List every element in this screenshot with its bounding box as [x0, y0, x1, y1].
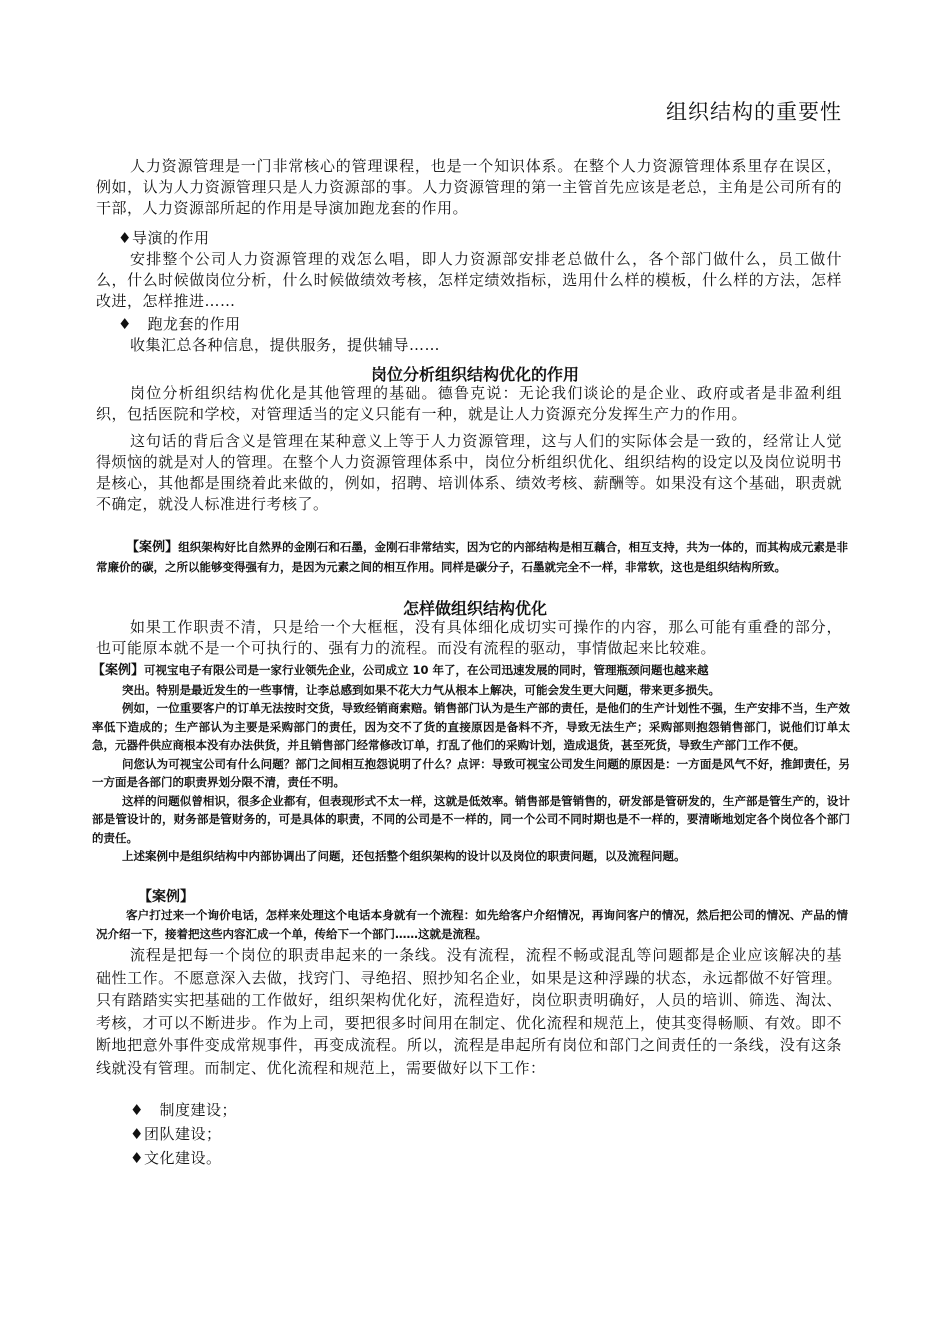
process-paragraph: 流程是把每一个岗位的职责串起来的一条线。没有流程，流程不畅或混乱等问题都是企业应该解决的基础性工作。不愿意深入去做，找窍门、寻绝招、照抄知名企业，如果是这种浮躁的状态，永远都做不好管理。只有踏踏实实把基础的工作做好，组织架构优化好，流程造好，岗位职责明确好，人员的培训、筛选、淘汰、考核，才可以不断进步。作为上司，要把很多时间用在制定、优化流程和规范上，使其变得畅顺、有效。即不断地把意外事件变成常规事件，再变成流程。所以，流程是串起所有岗位和部门之间责任的一条线，没有这条线就没有管理。而制定、优化流程和规范上，需要做好以下工作：	[96, 946, 842, 1077]
case-analysis: 这样的问题似曾相识，很多企业都有，但表现形式不太一样，这就是低效率。销售部是管销售的，研发部是管研发的，生产部是管生产的，设计部是管设计的，财务部是管财务的，可是具体的职责，不同的公司是不一样的，同一个公司不同时期也是不一样的，要清晰地划定各个岗位各个部门的责任。	[92, 793, 850, 845]
case-text: 客户打过来一个询价电话，怎样来处理这个电话本身就有一个流程：如先给客户介绍情况，再询问客户的情况，然后把公司的情况、产品的情况介绍一下，接着把这些内容汇成一个单，传给下一个部门……这就是流程。	[96, 908, 848, 941]
case-example: 例如，一位重要客户的订单无法按时交货，导致经销商索赔。销售部门认为是生产部的责任，是他们的生产计划性不强，生产安排不当，生产效率低下造成的；生产部认为主要是采购部门的责任，因为交不了货的直接原因是备料不齐，导致无法生产；采购部则抱怨销售部门，说他们订单太急，元器件供应商根本没有办法供货，并且销售部门经常修改订单，打乱了他们的采购计划，造成退货，甚至死货，导致生产部门工作不便。	[92, 701, 850, 752]
case-text: 组织架构好比自然界的金刚石和石墨，金刚石非常结实，因为它的内部结构是相互藕合，相互支持，共为一体的，而其构成元素是非常廉价的碳，之所以能够变得强有力，是因为元素之间的相互作用。同样是碳分子，石墨就完全不一样，非常软，这也是组织结构所致。	[96, 540, 848, 574]
section-heading-role: 岗位分析组织结构优化的作用	[370, 365, 579, 384]
intro-section	[96, 156, 842, 219]
section-heading-how: 怎样做组织结构优化	[402, 599, 547, 618]
case-block-diamond	[96, 538, 848, 576]
case-summary: 上述案例中是组织结构中内部协调出了问题，还包括整个组织架构的设计以及岗位的职责问题，以及流程问题。	[122, 849, 686, 863]
extra-paragraph: 收集汇总各种信息，提供服务，提供辅导……	[130, 336, 441, 354]
case-label: 【案例】	[92, 663, 145, 678]
case-question: 问您认为可视宝公司有什么问题？部门之间相互抱怨说明了什么？点评：导致可视宝公司发生问题的原因是：一方面是风气不好，推卸责任，另一方面是各部门的职责界划分限不清，责任不明。	[92, 756, 850, 789]
case-label-process: 【案例】	[138, 889, 194, 905]
list-item: ♦文化建设。	[130, 1149, 222, 1167]
director-section	[96, 228, 842, 356]
director-paragraph: 安排整个公司人力资源管理的戏怎么唱，即人力资源部安排老总做什么，各个部门做什么，员工做什么，什么时候做岗位分析，什么时候做绩效考核，怎样定绩效指标，选用什么样的模板，什么样的方法，怎样改进，怎样推进……	[96, 250, 842, 310]
bullet-extra-heading: ♦ 跑龙套的作用	[118, 315, 241, 333]
case-block-process	[96, 906, 848, 943]
work-items-list	[130, 1098, 237, 1170]
process-section	[96, 944, 842, 1079]
list-item: ♦团队建设；	[130, 1125, 222, 1143]
bullet-director-heading: ♦导演的作用	[118, 229, 210, 247]
how-paragraph: 如果工作职责不清，只是给一个大框框，没有具体细化成切实可操作的内容，那么可能有重叠的部分，也可能原本就不是一个可执行的、强有力的流程。而没有流程的驱动，事情做起来比较难。	[96, 618, 842, 657]
intro-paragraph: 人力资源管理是一门非常核心的管理课程，也是一个知识体系。在整个人力资源管理体系里存在误区，例如，认为人力资源管理只是人力资源部的事。人力资源管理的第一主管首先应该是老总，主角是公司所有的干部，人力资源部所起的作用是导演加跑龙套的作用。	[96, 157, 842, 217]
role-section	[96, 383, 842, 515]
case-block-company	[92, 661, 850, 866]
case-label: 【案例】	[126, 540, 179, 555]
case-text-continued: 突出。特别是最近发生的一些事情，让李总感到如果不花大力气从根本上解决，可能会发生更大问题，带来更多损失。	[122, 682, 720, 697]
role-paragraph-2: 这句话的背后含义是管理在某种意义上等于人力资源管理，这与人们的实际体会是一致的，经常让人觉得烦恼的就是对人的管理。在整个人力资源管理体系中，岗位分析组织优化、组织结构的设定以及岗位说明书是核心，其他都是围绕着此来做的，例如，招聘、培训体系、绩效考核、薪酬等。如果没有这个基础，职责就不确定，就没人标准进行考核了。	[96, 432, 842, 513]
role-paragraph-1: 岗位分析组织结构优化是其他管理的基础。德鲁克说：无论我们谈论的是企业、政府或者是非盈利组织，包括医院和学校，对管理适当的定义只能有一种，就是让人力资源充分发挥生产力的作用。	[96, 384, 842, 423]
how-section	[96, 617, 842, 659]
list-item: ♦ 制度建设；	[130, 1101, 237, 1119]
case-text: 可视宝电子有限公司是一家行业领先企业，公司成立 10 年了，在公司迅速发展的同时，管理瓶颈问题也越来越	[144, 663, 709, 677]
page-title: 组织结构的重要性	[666, 100, 842, 124]
